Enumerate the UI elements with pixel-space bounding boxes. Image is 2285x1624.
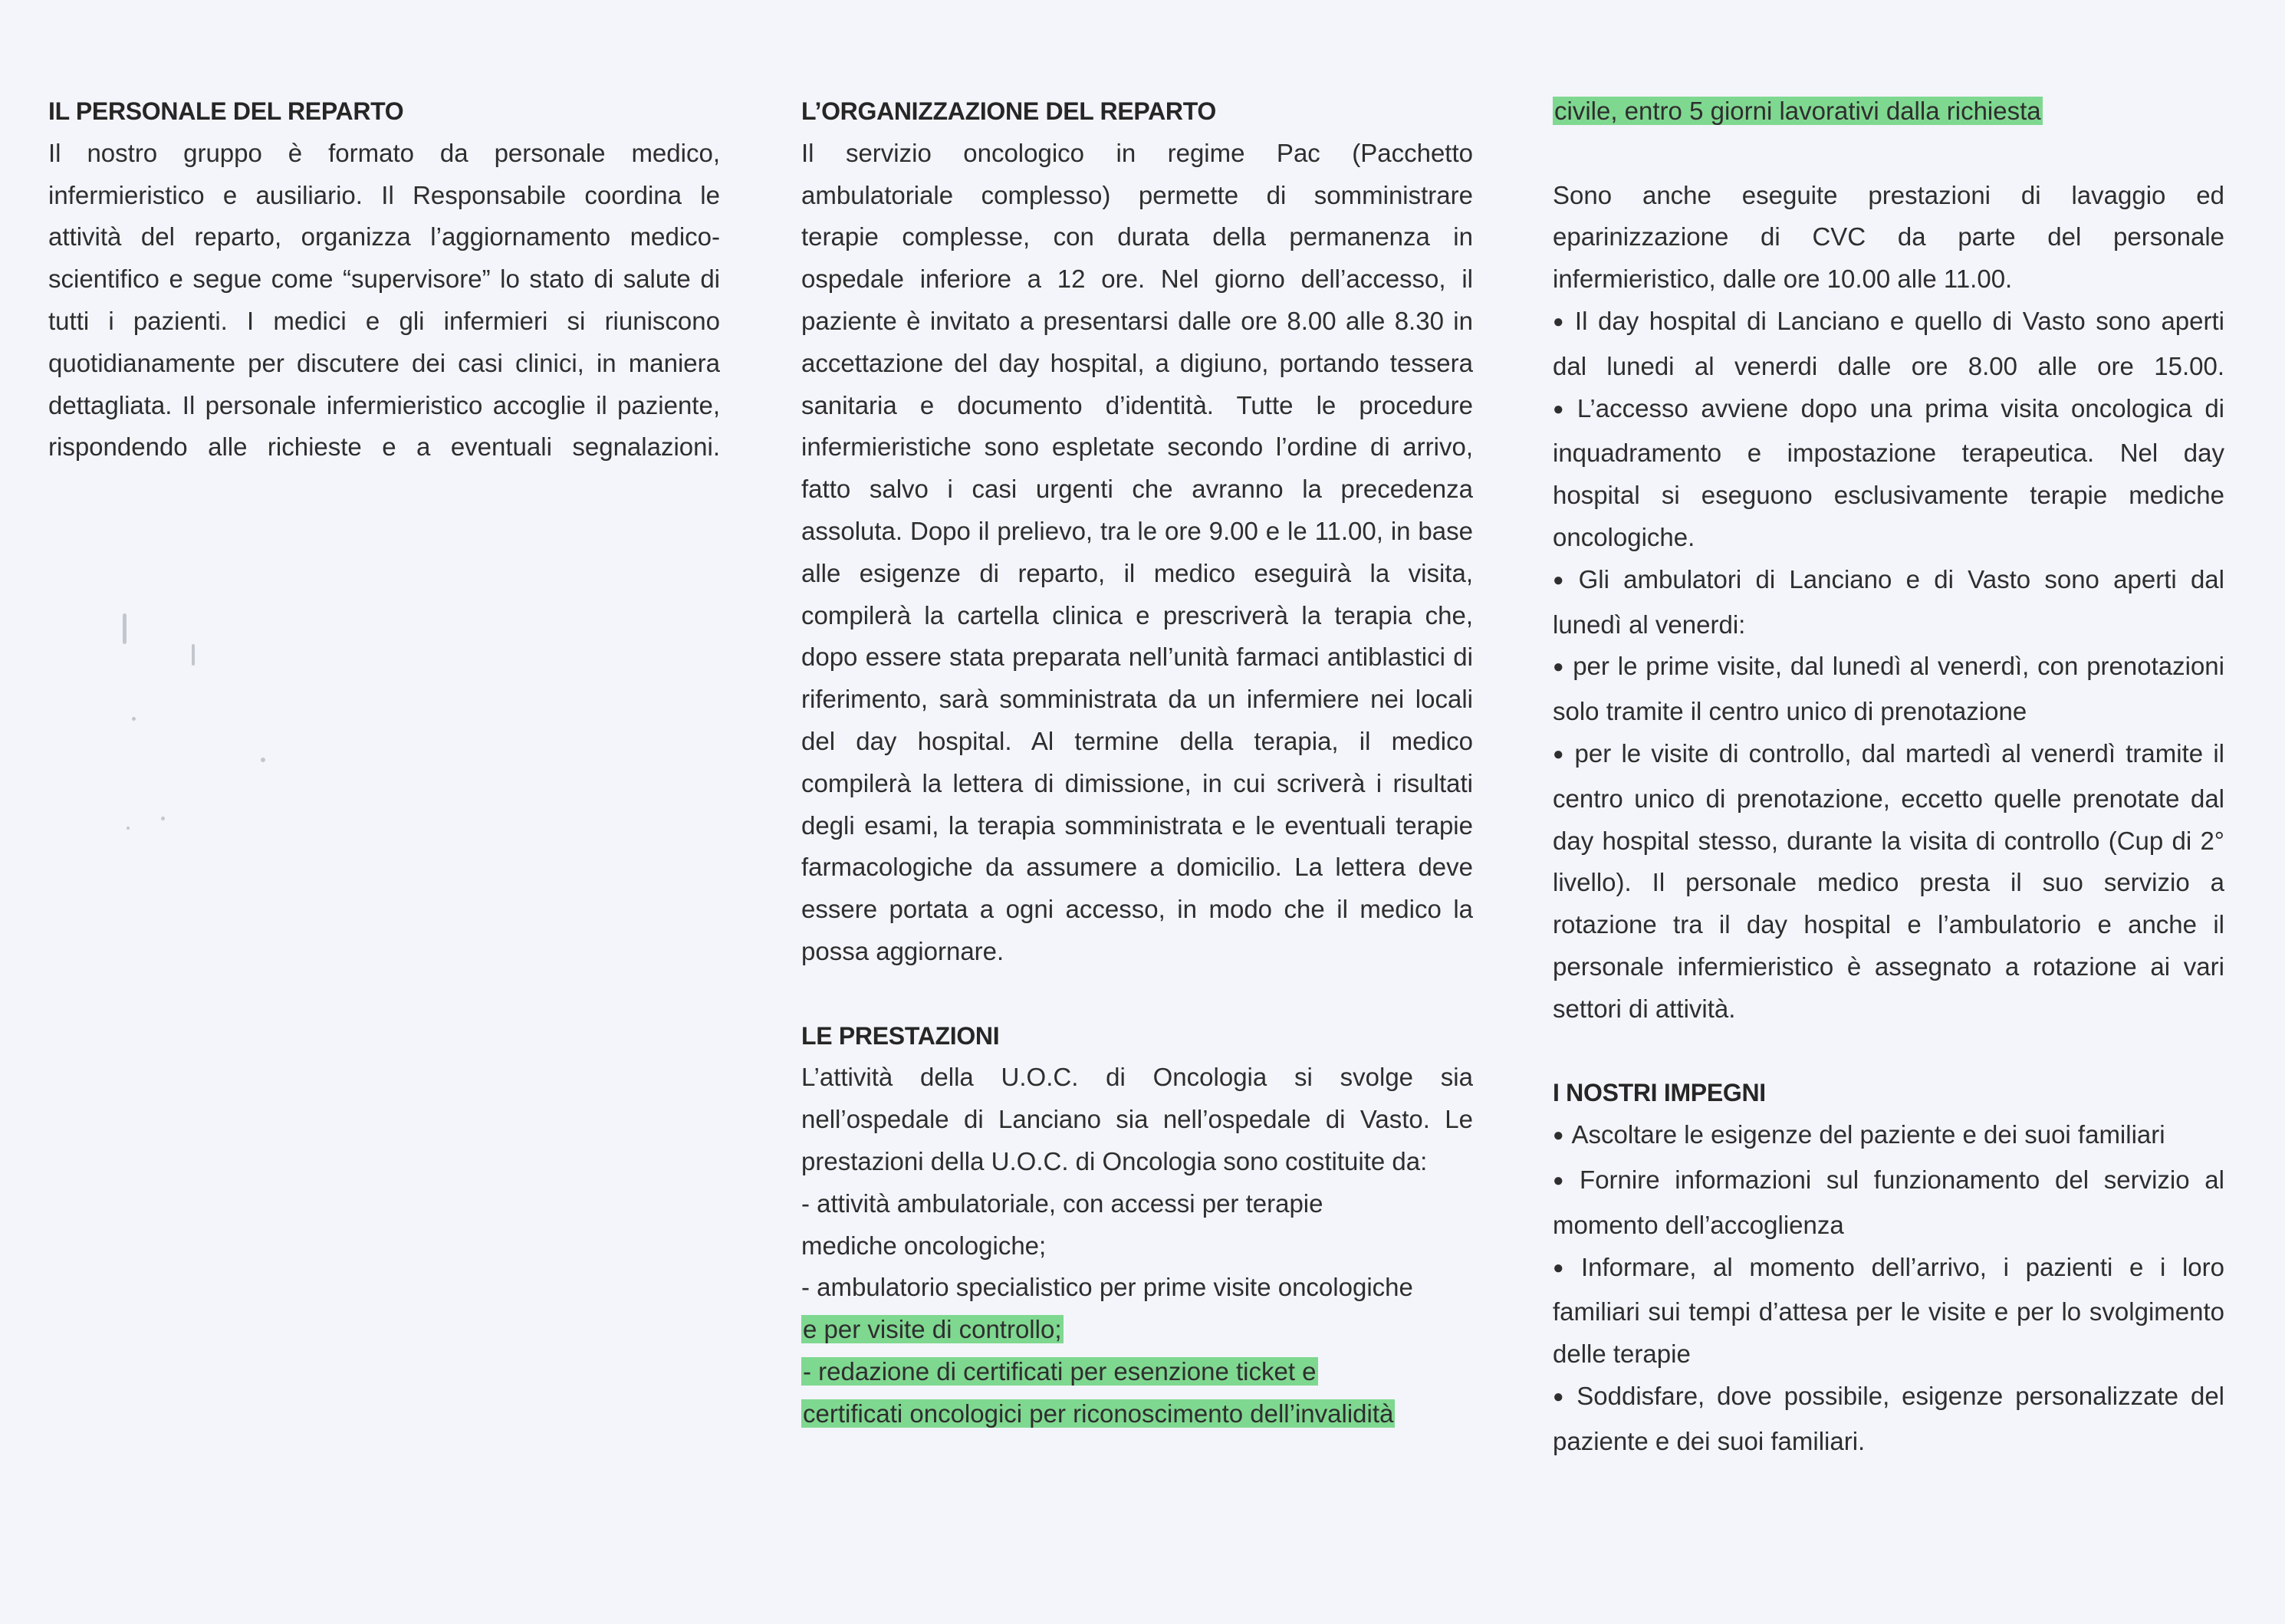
impegno-item <box>1553 1159 2224 1247</box>
controllo-paragraph <box>1553 733 2224 1031</box>
highlighted-text: - redazione di certificati per esenzione ticket e <box>803 1356 1317 1386</box>
day-hospital-hours: Il day hospital di Lanciano e quello di Vasto sono aperti dal lunedi al venerdi dalle ore 8.00 alle ore 15.00. <box>1553 306 2224 380</box>
prime-visite-paragraph <box>1553 646 2224 733</box>
day-hospital-paragraph <box>1553 301 2224 559</box>
impegno-item <box>1553 1247 2224 1376</box>
scan-speck <box>132 717 136 721</box>
spacer <box>1553 133 2224 175</box>
accesso-text: L’accesso avviene dopo una prima visita oncologica di inquadramento e impostazione terapeutica. Nel day hospital si eseguono esclusivamente terapie mediche oncologiche. <box>1553 393 2224 551</box>
heading-personale: IL PERSONALE DEL REPARTO <box>48 97 404 125</box>
ambulatori-text: Gli ambulatori di Lanciano e di Vasto sono aperti dal lunedì al venerdi: <box>1553 564 2224 639</box>
bullet-icon <box>1553 1165 1580 1194</box>
bullet-icon <box>1553 307 1575 335</box>
bullet-icon <box>1553 1120 1572 1149</box>
prestazioni-item-specialistico-line1: - ambulatorio specialistico per prime visite oncologiche <box>801 1273 1413 1302</box>
highlighted-text: civile, entro 5 giorni lavorativi dalla richiesta <box>1554 97 2041 125</box>
impegno-text: Informare, al momento dell’arrivo, i pazienti e i loro familiari sui tempi d’attesa per le visite e per lo svolgimento delle terapie <box>1553 1252 2224 1369</box>
highlighted-text: e per visite di controllo; <box>803 1315 1062 1344</box>
scan-speck <box>123 613 127 644</box>
prestazioni-item-ambulatoriale-line1: - attività ambulatoriale, con accessi per terapie <box>801 1188 1323 1218</box>
impegno-text: Fornire informazioni sul funzionamento del servizio al momento dell’accoglienza <box>1553 1165 2224 1239</box>
spacer <box>801 973 1473 1015</box>
bullet-icon <box>1553 1253 1581 1281</box>
scan-speck <box>192 644 195 666</box>
bullet-icon <box>1553 739 1575 768</box>
bullet-icon <box>1553 1382 1576 1410</box>
prime-visite-text: per le prime visite, dal lunedì al venerdì, con prenotazioni solo tramite il centro unico di prenotazione <box>1553 652 2224 726</box>
controllo-text: per le visite di controllo, dal martedì al venerdì tramite il centro unico di prenotazione, eccetto quelle prenotate dal day hospital stesso, durante la visita di controllo (Cup di 2° livello). Il personale medico presta il suo servizio a rotazione tra il day hospital e l’ambulatorio e anche il personale infermieristico è assegnato a rotazione ai vari settori di attività. <box>1553 738 2224 1023</box>
column-orari-impegni <box>1553 90 2224 1463</box>
scan-speck <box>161 817 165 820</box>
bullet-icon <box>1553 394 1577 422</box>
column-organizzazione <box>801 90 1473 1435</box>
impegno-item <box>1553 1376 2224 1463</box>
cvc-paragraph: Sono anche eseguite prestazioni di lavaggio ed eparinizzazione di CVC da parte del personale infermieristico, dalle ore 10.00 alle 11.00. <box>1553 180 2224 294</box>
heading-organizzazione: L’ORGANIZZAZIONE DEL REPARTO <box>801 97 1216 125</box>
scan-speck <box>261 758 265 762</box>
scan-speck <box>127 827 130 830</box>
highlighted-text: certificati oncologici per riconoscimento dell’invalidità <box>803 1399 1394 1428</box>
organizzazione-paragraph: Il servizio oncologico in regime Pac (Pacchetto ambulatoriale complesso) permette di somministrare terapie complesse, con durata della permanenza in ospedale inferiore a 12 ore. Nel giorno dell’accesso, il paziente è invitato a presentarsi dalle ore 8.00 alle 8.30 in accettazione del day hospital, a digiuno, portando tessera sanitaria e documento d’identità. Tutte le procedure infermieristiche sono espletate secondo l’ordine di arrivo, fatto salvo i casi urgenti che avranno la precedenza assoluta. Dopo il prelievo, tra le ore 9.00 e le 11.00, in base alle esigenze di reparto, il medico eseguirà la visita, compilerà la cartella clinica e prescriverà la terapia che, dopo essere stata preparata nell’unità farmaci antiblastici di riferimento, sarà somministrata da un infermiere nei locali del day hospital. Al termine della terapia, il medico compilerà la lettera di dimissione, in cui scriverà i risultati degli esami, la terapia somministrata e le eventuali terapie farmacologiche da assumere a domicilio. La lettera deve essere portata a ogni accesso, in modo che il medico la possa aggiornare. <box>801 138 1473 965</box>
spacer <box>1553 1031 2224 1073</box>
column-personale <box>48 90 720 468</box>
impegno-text: Ascoltare le esigenze del paziente e dei suoi familiari <box>1571 1120 2165 1149</box>
personale-paragraph: Il nostro gruppo è formato da personale medico, infermieristico e ausiliario. Il Responsabile coordina le attività del reparto, organizza l’aggiornamento medico-scientifico e segue come “supervisore” lo stato di salute di tutti i pazienti. I medici e gli infermieri si riuniscono quotidianamente per discutere dei casi clinici, in maniera dettagliata. Il personale infermieristico accoglie il paziente, rispondendo alle richieste e a eventuali segnalazioni. <box>48 138 720 462</box>
bullet-icon <box>1553 652 1573 680</box>
impegno-text: Soddisfare, dove possibile, esigenze personalizzate del paziente e dei suoi familiari. <box>1553 1381 2224 1455</box>
impegno-item <box>1553 1114 2224 1159</box>
prestazioni-item-ambulatoriale-line2: mediche oncologiche; <box>801 1231 1047 1260</box>
ambulatori-paragraph <box>1553 559 2224 646</box>
heading-impegni: I NOSTRI IMPEGNI <box>1553 1079 1766 1107</box>
prestazioni-intro: L’attività della U.O.C. di Oncologia si svolge sia nell’ospedale di Lanciano sia nell’ospedale di Vasto. Le prestazioni della U.O.C. di Oncologia sono costituite da: <box>801 1063 1473 1175</box>
heading-prestazioni: LE PRESTAZIONI <box>801 1021 1000 1050</box>
bullet-icon <box>1553 565 1579 593</box>
